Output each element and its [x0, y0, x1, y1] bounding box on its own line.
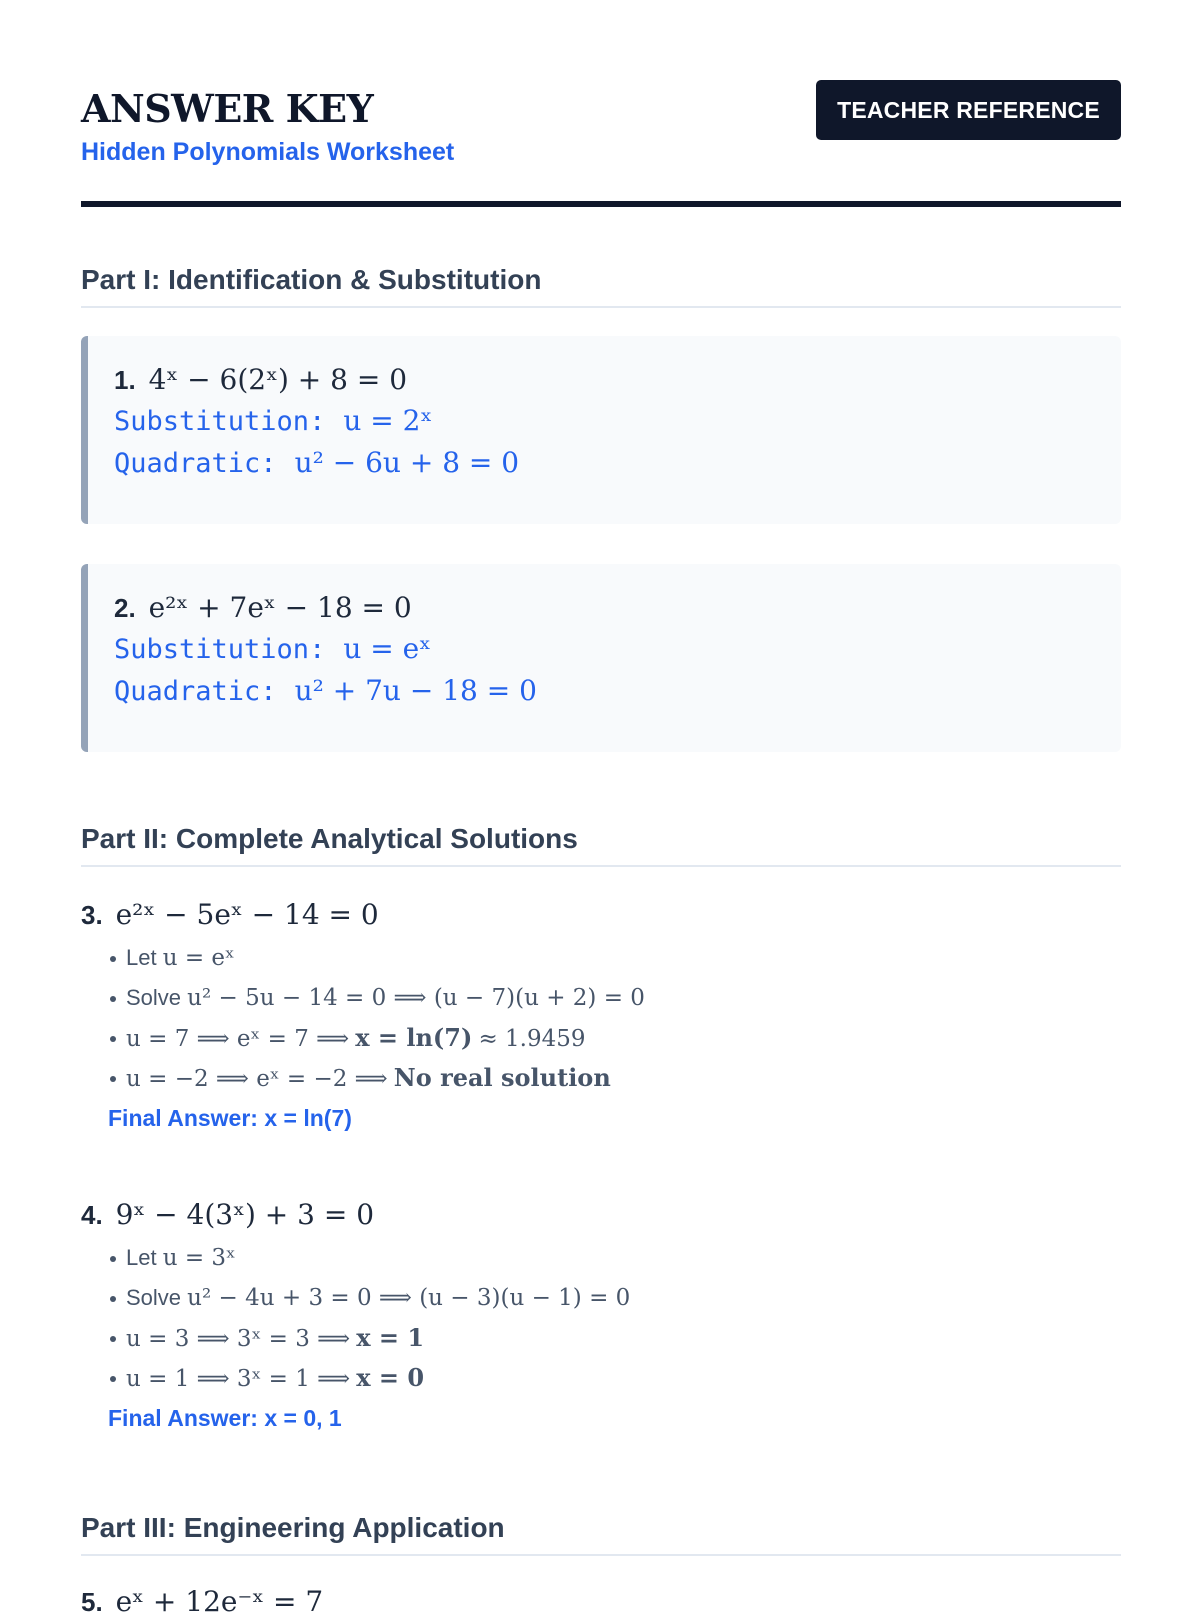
step-math: u = eˣ [162, 945, 235, 971]
problem-statement [81, 1192, 1121, 1238]
final-answer: Final Answer: x = 0, 1 [108, 1405, 342, 1431]
final-answer: Final Answer: x = ln(7) [108, 1105, 352, 1131]
problem-number: 4. [81, 1200, 103, 1230]
problem-equation: eˣ + 12e⁻ˣ = 7 [115, 1585, 324, 1618]
step-math: u = 1 ⟹ 3ˣ = 1 ⟹ [126, 1366, 351, 1392]
problem-statement [81, 892, 1121, 938]
solution-step [108, 1018, 1121, 1058]
solution-step [108, 1358, 1121, 1398]
step-math: u = 3 ⟹ 3ˣ = 3 ⟹ [126, 1326, 351, 1352]
problem-equation: 4ˣ − 6(2ˣ) + 8 = 0 [148, 363, 408, 396]
step-result: x = ln(7) [355, 1023, 473, 1052]
solution-steps [81, 1238, 1121, 1398]
problem-5-statement [81, 1582, 323, 1622]
problem-statement [114, 360, 1121, 400]
problem-number: 5. [81, 1587, 103, 1617]
teacher-reference-badge: TEACHER REFERENCE [816, 80, 1121, 140]
problem-statement [114, 588, 1121, 628]
quadratic-label: Quadratic: [114, 448, 277, 479]
step-math: u² − 5u − 14 = 0 ⟹ (u − 7)(u + 2) = 0 [187, 985, 645, 1011]
page-header [81, 80, 1121, 207]
problem-number: 1. [114, 365, 136, 395]
substitution-label: Substitution: [114, 406, 326, 437]
substitution-math: u = eˣ [343, 632, 432, 665]
step-math: u² − 4u + 3 = 0 ⟹ (u − 3)(u − 1) = 0 [187, 1285, 631, 1311]
step-math: u = 7 ⟹ eˣ = 7 ⟹ [126, 1026, 350, 1052]
step-result: x = 0 [356, 1363, 425, 1392]
quadratic-line [114, 442, 1121, 484]
quadratic-line [114, 670, 1121, 712]
problem-number: 2. [114, 593, 136, 623]
section-title-part-3: Part III: Engineering Application [81, 1512, 1121, 1556]
substitution-math: u = 2ˣ [343, 404, 433, 437]
solution-step [108, 1058, 1121, 1098]
solution-step [108, 1318, 1121, 1358]
problem-number: 3. [81, 900, 103, 930]
solution-step [108, 1238, 1121, 1278]
header-divider [81, 201, 1121, 207]
substitution-line [114, 400, 1121, 442]
step-approx: ≈ 1.9459 [478, 1026, 586, 1052]
substitution-label: Substitution: [114, 634, 326, 665]
step-label: Solve [126, 985, 182, 1010]
step-math: u = 3ˣ [162, 1245, 236, 1271]
page-subtitle: Hidden Polynomials Worksheet [81, 138, 455, 166]
page-title: ANSWER KEY [81, 86, 374, 131]
problem-equation: 9ˣ − 4(3ˣ) + 3 = 0 [115, 1198, 375, 1231]
step-math: u = −2 ⟹ eˣ = −2 ⟹ [126, 1066, 388, 1092]
step-label: Solve [126, 1285, 182, 1310]
problem-4 [81, 1192, 1121, 1436]
problem-3 [81, 892, 1121, 1136]
quadratic-math: u² + 7u − 18 = 0 [294, 674, 537, 707]
step-result: No real solution [393, 1063, 611, 1092]
problem-equation: e²ˣ − 5eˣ − 14 = 0 [115, 898, 379, 931]
quadratic-math: u² − 6u + 8 = 0 [294, 446, 520, 479]
solution-step [108, 978, 1121, 1018]
solution-steps [81, 938, 1121, 1098]
section-title-part-2: Part II: Complete Analytical Solutions [81, 823, 1121, 867]
problem-equation: e²ˣ + 7eˣ − 18 = 0 [148, 591, 412, 624]
problem-card-1 [81, 336, 1121, 524]
problem-card-2 [81, 564, 1121, 752]
substitution-line [114, 628, 1121, 670]
step-result: x = 1 [356, 1323, 425, 1352]
quadratic-label: Quadratic: [114, 676, 277, 707]
solution-step [108, 938, 1121, 978]
step-label: Let [126, 1245, 157, 1270]
step-label: Let [126, 945, 157, 970]
solution-step [108, 1278, 1121, 1318]
section-title-part-1: Part I: Identification & Substitution [81, 264, 1121, 308]
